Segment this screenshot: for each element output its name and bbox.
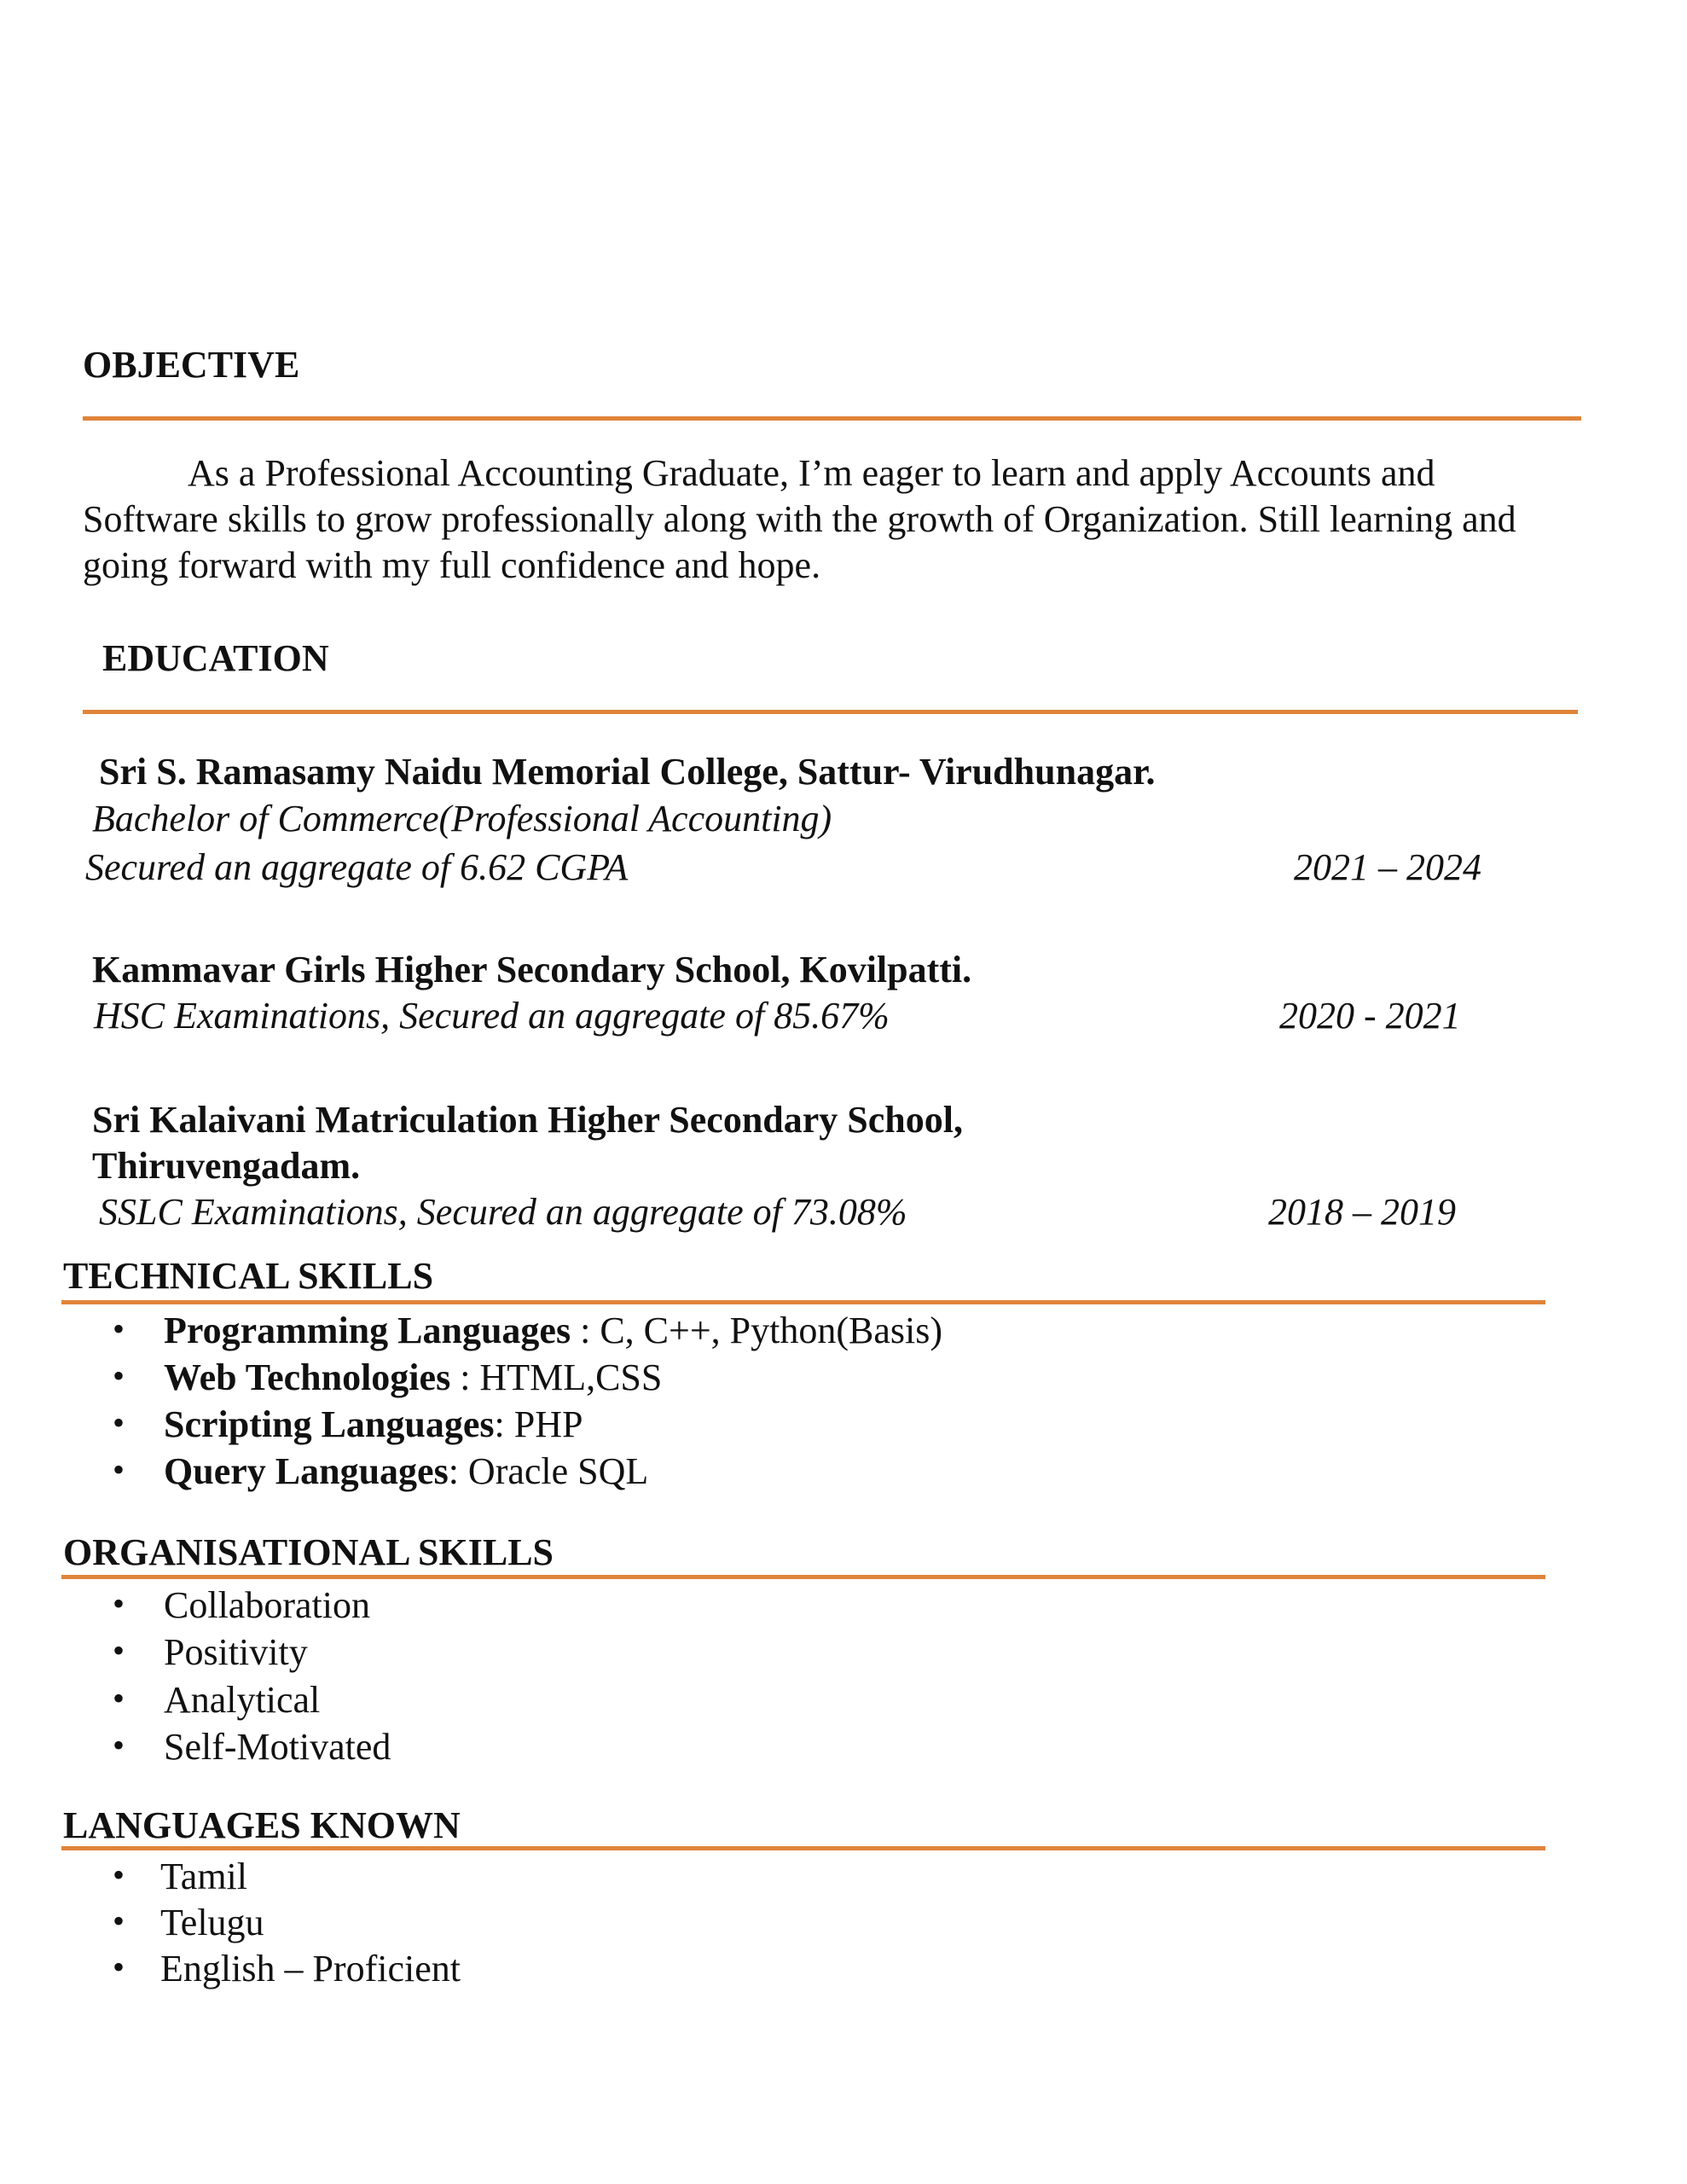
skill-label: Web Technologies [164,1356,451,1398]
education-heading: EDUCATION [102,637,329,679]
objective-line: going forward with my full confidence and hope. [83,544,821,586]
education-years: 2018 – 2019 [1268,1191,1456,1233]
bullet: • [113,1902,125,1940]
skill-item [164,1450,649,1492]
skill-value: : HTML,CSS [450,1356,663,1398]
degree: Bachelor of Commerce(Professional Accounting) [92,798,832,839]
organisational-skills-heading: ORGANISATIONAL SKILLS [63,1531,554,1573]
technical-skills-heading: TECHNICAL SKILLS [63,1255,434,1297]
bullet: • [113,1403,125,1442]
skill-item [164,1356,663,1398]
bullet: • [113,1310,125,1348]
org-skill-item: Positivity [164,1631,308,1673]
skill-value: : C, C++, Python(Basis) [571,1310,942,1351]
skill-value: : Oracle SQL [448,1450,649,1492]
institution-name: Sri Kalaivani Matriculation Higher Secondary School, [92,1099,963,1141]
languages-heading: LANGUAGES KNOWN [63,1804,461,1846]
education-result: SSLC Examinations, Secured an aggregate of 73.08% [99,1191,907,1233]
skill-label: Query Languages [164,1450,449,1492]
skill-item [164,1403,583,1445]
institution-name-continued: Thiruvengadam. [92,1145,361,1187]
skill-value: : PHP [494,1403,583,1445]
objective-line: Software skills to grow professionally along with the growth of Organization. Still learning and [83,498,1516,540]
objective-heading: OBJECTIVE [83,344,300,386]
skill-label: Scripting Languages [164,1403,495,1445]
bullet: • [113,1450,125,1489]
education-result: Secured an aggregate of 6.62 CGPA [85,846,629,888]
skill-item [164,1312,942,1350]
languages-rule [61,1846,1545,1850]
bullet: • [113,1356,125,1395]
organisational-skills-rule [61,1575,1545,1579]
skill-label: Programming Languages [164,1310,571,1351]
org-skill-item: Collaboration [164,1584,370,1626]
education-years: 2021 – 2024 [1294,846,1481,888]
objective-paragraph [83,450,1584,589]
language-item: Tamil [160,1856,248,1897]
bullet: • [113,1584,125,1623]
bullet: • [113,1631,125,1670]
education-result: HSC Examinations, Secured an aggregate of 85.67% [94,995,890,1037]
org-skill-item: Self-Motivated [164,1726,391,1768]
language-item: Telugu [160,1902,264,1943]
education-years: 2020 - 2021 [1279,995,1461,1037]
bullet: • [113,1679,125,1717]
technical-skills-rule [61,1300,1545,1304]
institution-name: Kammavar Girls Higher Secondary School, Kovilpatti. [92,949,972,990]
bullet: • [113,1948,125,1986]
institution-name: Sri S. Ramasamy Naidu Memorial College, Sattur- Virudhunagar. [99,751,1156,793]
bullet: • [113,1726,125,1764]
language-item: English – Proficient [160,1948,461,1989]
objective-line: As a Professional Accounting Graduate, I’m eager to learn and apply Accounts and [188,452,1435,494]
bullet: • [113,1856,125,1894]
education-rule [83,710,1578,714]
objective-rule [83,416,1581,421]
org-skill-item: Analytical [164,1679,321,1721]
